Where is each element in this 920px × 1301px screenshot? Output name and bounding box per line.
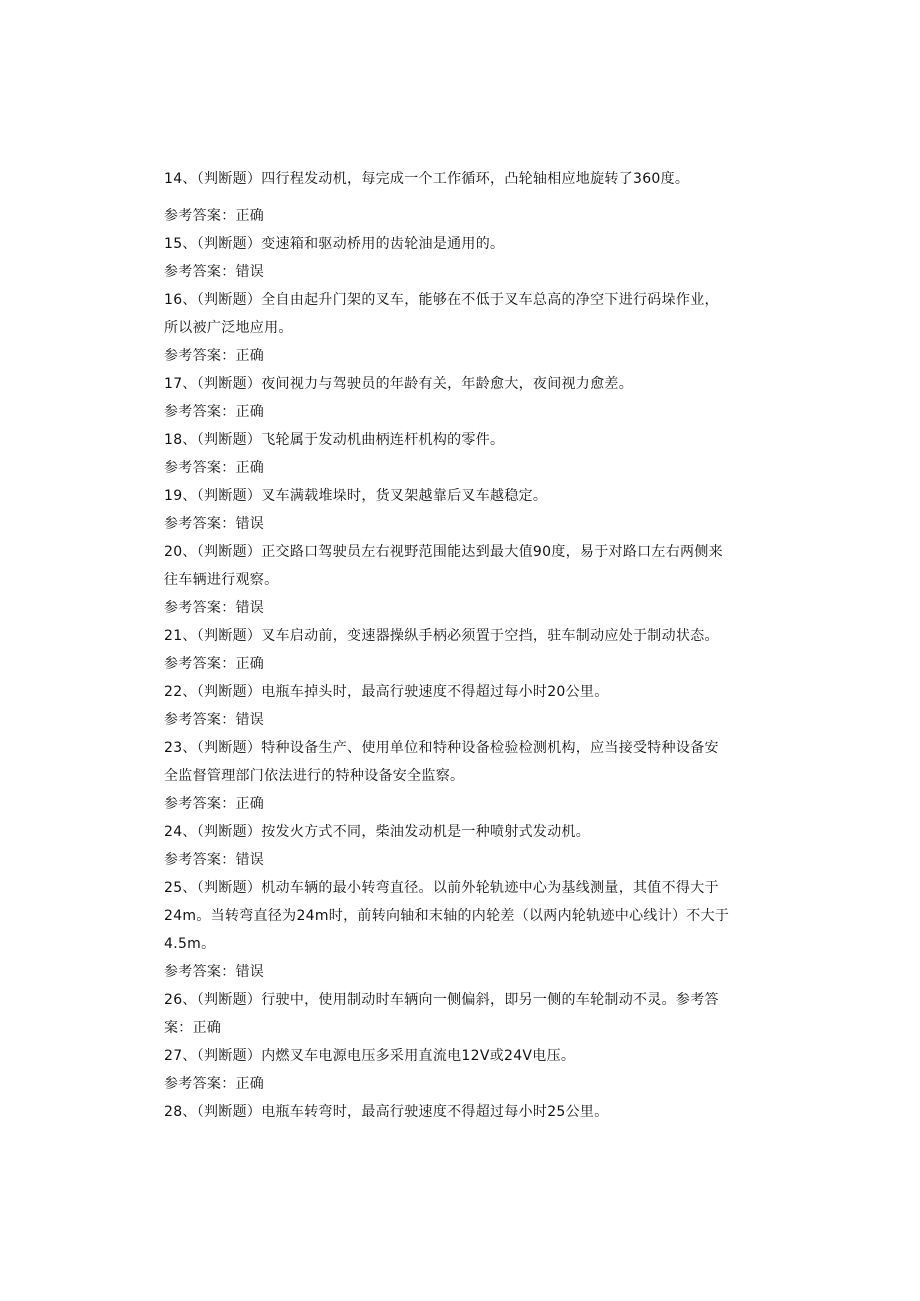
q21-answer: 参考答案：正确 xyxy=(164,656,265,672)
q19-text: 19、（判断题）叉车满载堆垛时，货叉架越靠后叉车越稳定。 xyxy=(164,488,548,504)
q19-answer: 参考答案：错误 xyxy=(164,516,265,532)
q15-text: 15、（判断题）变速箱和驱动桥用的齿轮油是通用的。 xyxy=(164,236,505,252)
q23-answer: 参考答案：正确 xyxy=(164,796,265,812)
q22-answer: 参考答案：错误 xyxy=(164,712,265,728)
q17-text: 17、（判断题）夜间视力与驾驶员的年龄有关，年龄愈大，夜间视力愈差。 xyxy=(164,376,634,392)
q25-answer: 参考答案：错误 xyxy=(164,964,265,980)
q14-text: 14、（判断题）四行程发动机，每完成一个工作循环，凸轮轴相应地旋转了360度。 xyxy=(164,171,690,187)
q28-text: 28、（判断题）电瓶车转弯时，最高行驶速度不得超过每小时25公里。 xyxy=(164,1104,609,1120)
q16-answer: 参考答案：正确 xyxy=(164,348,265,364)
q23-text-line1: 23、（判断题）特种设备生产、使用单位和特种设备检验检测机构，应当接受特种设备安 xyxy=(164,740,719,756)
q25-text-line2: 24m。当转弯直径为24m时，前转向轴和末轴的内轮差（以两内轮轨迹中心线计）不大于 xyxy=(164,908,730,924)
q24-answer: 参考答案：错误 xyxy=(164,852,265,868)
q16-text-line2: 所以被广泛地应用。 xyxy=(164,320,293,336)
q27-answer: 参考答案：正确 xyxy=(164,1076,265,1092)
q23-text-line2: 全监督管理部门依法进行的特种设备安全监察。 xyxy=(164,768,465,784)
q25-text-line1: 25、（判断题）机动车辆的最小转弯直径。以前外轮轨迹中心为基线测量，其值不得大于 xyxy=(164,880,719,896)
q20-text-line2: 往车辆进行观察。 xyxy=(164,572,279,588)
q27-text: 27、（判断题）内燃叉车电源电压多采用直流电12V或24V电压。 xyxy=(164,1048,576,1064)
q15-answer: 参考答案：错误 xyxy=(164,264,265,280)
q16-text-line1: 16、（判断题）全自由起升门架的叉车，能够在不低于叉车总高的净空下进行码垛作业， xyxy=(164,292,719,308)
q26-text-line2: 案：正确 xyxy=(164,1020,222,1036)
q14-answer: 参考答案：正确 xyxy=(164,208,265,224)
q18-answer: 参考答案：正确 xyxy=(164,460,265,476)
q26-text-line1: 26、（判断题）行驶中，使用制动时车辆向一侧偏斜，即另一侧的车轮制动不灵。参考答 xyxy=(164,992,719,1008)
q24-text: 24、（判断题）按发火方式不同，柴油发动机是一种喷射式发动机。 xyxy=(164,824,591,840)
q17-answer: 参考答案：正确 xyxy=(164,404,265,420)
q25-text-line3: 4.5m。 xyxy=(164,936,216,952)
q20-answer: 参考答案：错误 xyxy=(164,600,265,616)
q20-text-line1: 20、（判断题）正交路口驾驶员左右视野范围能达到最大值90度，易于对路口左右两侧来 xyxy=(164,544,723,560)
q18-text: 18、（判断题）飞轮属于发动机曲柄连杆机构的零件。 xyxy=(164,432,505,448)
q21-text: 21、（判断题）叉车启动前，变速器操纵手柄必须置于空挡，驻车制动应处于制动状态。 xyxy=(164,628,719,644)
q22-text: 22、（判断题）电瓶车掉头时，最高行驶速度不得超过每小时20公里。 xyxy=(164,684,609,700)
